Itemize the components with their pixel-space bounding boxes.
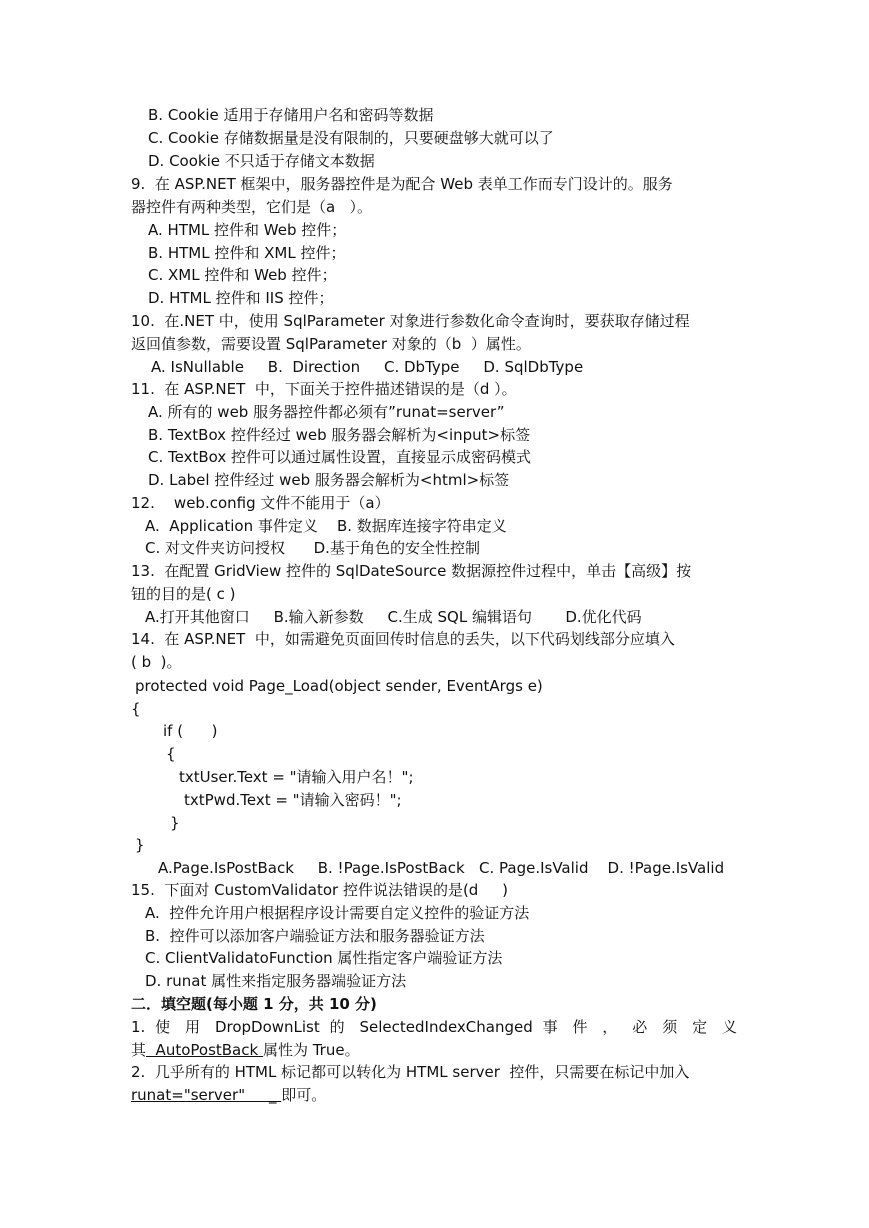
fill-1-line1: 1. 使 用 DropDownList 的 SelectedIndexChanged 事 件 ， 必 须 定 义	[131, 1018, 737, 1036]
q15-option-b: B. 控件可以添加客户端验证方法和服务器验证方法	[145, 927, 485, 945]
q12-options-cd: C. 对文件夹访问授权 D.基于角色的安全性控制	[145, 539, 480, 557]
q9-stem-line1: 9. 在 ASP.NET 框架中，服务器控件是为配合 Web 表单工作而专门设计的。服务	[131, 175, 673, 193]
fill-1-answer: AutoPostBack	[146, 1041, 263, 1059]
q12-stem: 12. web.config 文件不能用于（a）	[131, 494, 390, 512]
q14-stem-line2: ( b )。	[131, 653, 182, 671]
q11-option-c: C. TextBox 控件可以通过属性设置，直接显示成密码模式	[148, 448, 532, 466]
q14-code-line: protected void Page_Load(object sender, EventArgs e)	[135, 677, 543, 695]
fill-2-answer: runat="server" _	[131, 1086, 282, 1104]
q11-option-a: A. 所有的 web 服务器控件都必须有”runat=server”	[148, 403, 505, 421]
q14-code-line: if ( )	[163, 722, 218, 740]
q10-options: A. IsNullable B. Direction C. DbType D. SqlDbType	[151, 358, 584, 376]
q13-stem-line2: 钮的目的是( c )	[131, 585, 236, 603]
q10-stem-line1: 10. 在.NET 中，使用 SqlParameter 对象进行参数化命令查询时，要获取存储过程	[131, 312, 690, 330]
q14-code-line: txtPwd.Text = "请输入密码！";	[184, 791, 402, 809]
q14-options: A.Page.IsPostBack B. !Page.IsPostBack C. Page.IsValid D. !Page.IsValid	[158, 859, 725, 877]
q8-option-b: B. Cookie 适用于存储用户名和密码等数据	[148, 106, 434, 124]
q8-option-d: D. Cookie 不只适于存储文本数据	[148, 152, 375, 170]
fill-2-suffix: 即可。	[281, 1086, 327, 1104]
q15-option-d: D. runat 属性来指定服务器端验证方法	[145, 972, 407, 990]
q11-option-d: D. Label 控件经过 web 服务器会解析为<html>标签	[148, 471, 510, 489]
q13-options: A.打开其他窗口 B.输入新参数 C.生成 SQL 编辑语句 D.优化代码	[145, 608, 642, 626]
q8-option-c: C. Cookie 存储数据量是没有限制的，只要硬盘够大就可以了	[148, 129, 554, 147]
q14-code-line: {	[131, 700, 141, 718]
q11-option-b: B. TextBox 控件经过 web 服务器会解析为<input>标签	[148, 426, 531, 444]
q11-stem: 11. 在 ASP.NET 中，下面关于控件描述错误的是（d ）。	[131, 380, 517, 398]
section-2-heading: 二．填空题(每小题 1 分，共 10 分)	[131, 995, 377, 1013]
q9-option-c: C. XML 控件和 Web 控件；	[148, 266, 337, 284]
q10-stem-line2: 返回值参数，需要设置 SqlParameter 对象的（b ）属性。	[131, 335, 531, 353]
fill-2-line2	[131, 1084, 326, 1106]
fill-1-line2	[131, 1039, 360, 1061]
q14-code-line: }	[135, 836, 145, 854]
q13-stem-line1: 13. 在配置 GridView 控件的 SqlDateSource 数据源控件过程中，单击【高级】按	[131, 562, 692, 580]
fill-2-line1: 2. 几乎所有的 HTML 标记都可以转化为 HTML server 控件，只需要在标记中加入	[131, 1063, 690, 1081]
q9-option-b: B. HTML 控件和 XML 控件；	[148, 244, 346, 262]
q9-stem-line2: 器控件有两种类型，它们是（a ）。	[131, 198, 372, 216]
q14-code-line: {	[166, 745, 176, 763]
q15-stem: 15. 下面对 CustomValidator 控件说法错误的是(d )	[131, 881, 509, 899]
q12-options-ab: A. Application 事件定义 B. 数据库连接字符串定义	[145, 517, 507, 535]
q14-code-line: txtUser.Text = "请输入用户名！";	[179, 768, 414, 786]
q14-stem-line1: 14. 在 ASP.NET 中，如需避免页面回传时信息的丢失，以下代码划线部分应填入	[131, 630, 675, 648]
q15-option-a: A. 控件允许用户根据程序设计需要自定义控件的验证方法	[145, 904, 530, 922]
q14-code-line: }	[170, 814, 180, 832]
q15-option-c: C. ClientValidatoFunction 属性指定客户端验证方法	[145, 949, 503, 967]
fill-1-suffix: 属性为 True。	[262, 1041, 360, 1059]
fill-1-prefix: 其	[131, 1041, 147, 1059]
q9-option-d: D. HTML 控件和 IIS 控件；	[148, 289, 334, 307]
q9-option-a: A. HTML 控件和 Web 控件；	[148, 221, 347, 239]
